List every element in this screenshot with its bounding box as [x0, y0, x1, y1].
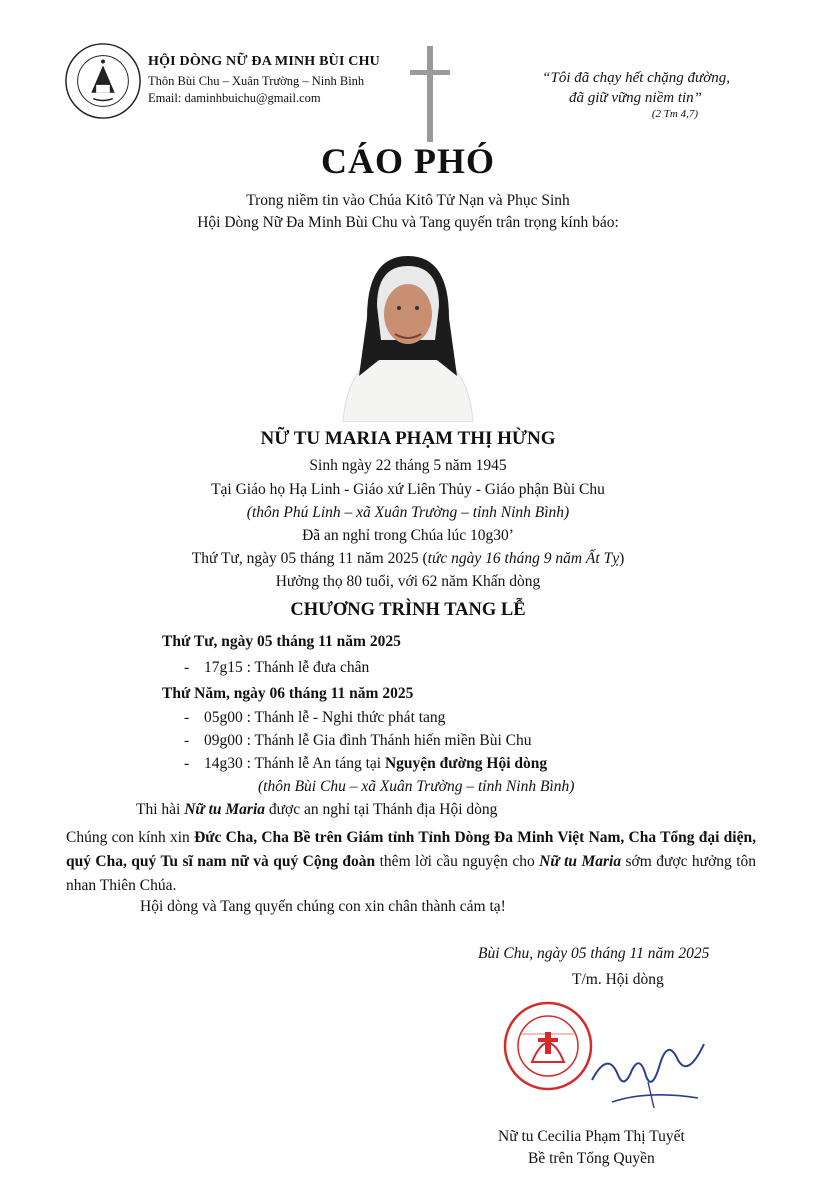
congregation-logo — [64, 42, 142, 120]
remains-note: Thi hài Nữ tu Maria được an nghỉ tại Thánh địa Hội dòng — [136, 801, 498, 818]
quote-line-1: “Tôi đã chạy hết chặng đường, — [542, 70, 730, 86]
page-title: CÁO PHÓ — [321, 141, 495, 181]
org-name: HỘI DÒNG NỮ ĐA MINH BÙI CHU — [148, 54, 380, 69]
remains-name: Nữ tu Maria — [184, 801, 265, 818]
burial-location-detail: (thôn Bùi Chu – xã Xuân Trường – tỉnh Ninh Bình) — [258, 778, 575, 795]
deceased-name: NỮ TU MARIA PHẠM THỊ HỪNG — [260, 428, 556, 449]
intro-line-1: Trong niềm tin vào Chúa Kitô Tử Nạn và Phục Sinh — [246, 192, 570, 209]
death-date — [0, 550, 816, 568]
portrait-photo — [325, 248, 491, 422]
burial-location: Nguyện đường Hội dòng — [384, 755, 548, 772]
quote-reference: (2 Tm 4,7) — [651, 108, 698, 120]
birth-place-detail: (thôn Phú Linh – xã Xuân Trường – tỉnh Ninh Bình) — [246, 504, 570, 521]
death-date-solar: Thứ Tư, ngày 05 tháng 11 năm 2025 ( — [191, 550, 428, 567]
signer-position: Bề trên Tổng Quyền — [528, 1150, 655, 1167]
age-info: Hưởng thọ 80 tuổi, với 62 năm Khấn dòng — [275, 573, 541, 590]
scripture-quote — [542, 68, 730, 108]
program-item: - 09g00 : Thánh lễ Gia đình Thánh hiến miền Bùi Chu — [184, 732, 532, 749]
handwritten-signature — [588, 1020, 708, 1120]
thanks-line: Hội dòng và Tang quyến chúng con xin chân thành cảm tạ! — [140, 898, 506, 915]
program-item: - 17g15 : Thánh lễ đưa chân — [184, 659, 370, 676]
cross-icon — [410, 46, 450, 142]
quote-line-2: đã giữ vững niềm tin” — [568, 90, 702, 106]
death-date-close: ) — [619, 550, 625, 567]
signer-name: Nữ tu Cecilia Phạm Thị Tuyết — [498, 1128, 685, 1145]
prayer-recipients: Đức Cha, Cha Bề trên Giám tỉnh Tỉnh Dòng Đa Minh Việt Nam, Cha Tổng đại diện, quý Cha, quý Tu sĩ nam nữ và quý Cộng đoàn — [66, 829, 756, 870]
org-address: Thôn Bùi Chu – Xuân Trường – Ninh Bình — [148, 74, 365, 88]
org-email: Email: daminhbuichu@gmail.com — [148, 91, 321, 105]
program-item: - 14g30 : Thánh lễ An táng tại Nguyện đường Hội dòng — [184, 755, 548, 772]
place-date: Bùi Chu, ngày 05 tháng 11 năm 2025 — [478, 945, 710, 962]
rest-time: Đã an nghỉ trong Chúa lúc 10g30’ — [302, 527, 514, 544]
prayer-request: Chúng con kính xin Đức Cha, Cha Bề trên Giám tỉnh Tỉnh Dòng Đa Minh Việt Nam, Cha Tổng đại diện, quý Cha, quý Tu sĩ nam nữ và quý Cộng đoàn thêm lời cầu nguyện cho Nữ tu Maria sớm được hưởng tôn nhan Thiên Chúa. — [66, 829, 757, 894]
official-seal — [502, 1000, 594, 1092]
on-behalf: T/m. Hội dòng — [572, 971, 664, 988]
program-item: - 05g00 : Thánh lễ - Nghi thức phát tang — [184, 709, 446, 726]
birth-place: Tại Giáo họ Hạ Linh - Giáo xứ Liên Thủy - Giáo phận Bùi Chu — [211, 481, 605, 498]
program-day-2: Thứ Năm, ngày 06 tháng 11 năm 2025 — [162, 685, 414, 702]
birth-date: Sinh ngày 22 tháng 5 năm 1945 — [309, 457, 507, 474]
intro-line-2: Hội Dòng Nữ Đa Minh Bùi Chu và Tang quyến trân trọng kính báo: — [197, 214, 619, 231]
program-day-1: Thứ Tư, ngày 05 tháng 11 năm 2025 — [162, 633, 401, 650]
death-date-lunar: tức ngày 16 tháng 9 năm Ất Tỵ — [427, 550, 620, 567]
program-title: CHƯƠNG TRÌNH TANG LỄ — [290, 600, 526, 620]
prayer-subject: Nữ tu Maria — [539, 853, 622, 870]
